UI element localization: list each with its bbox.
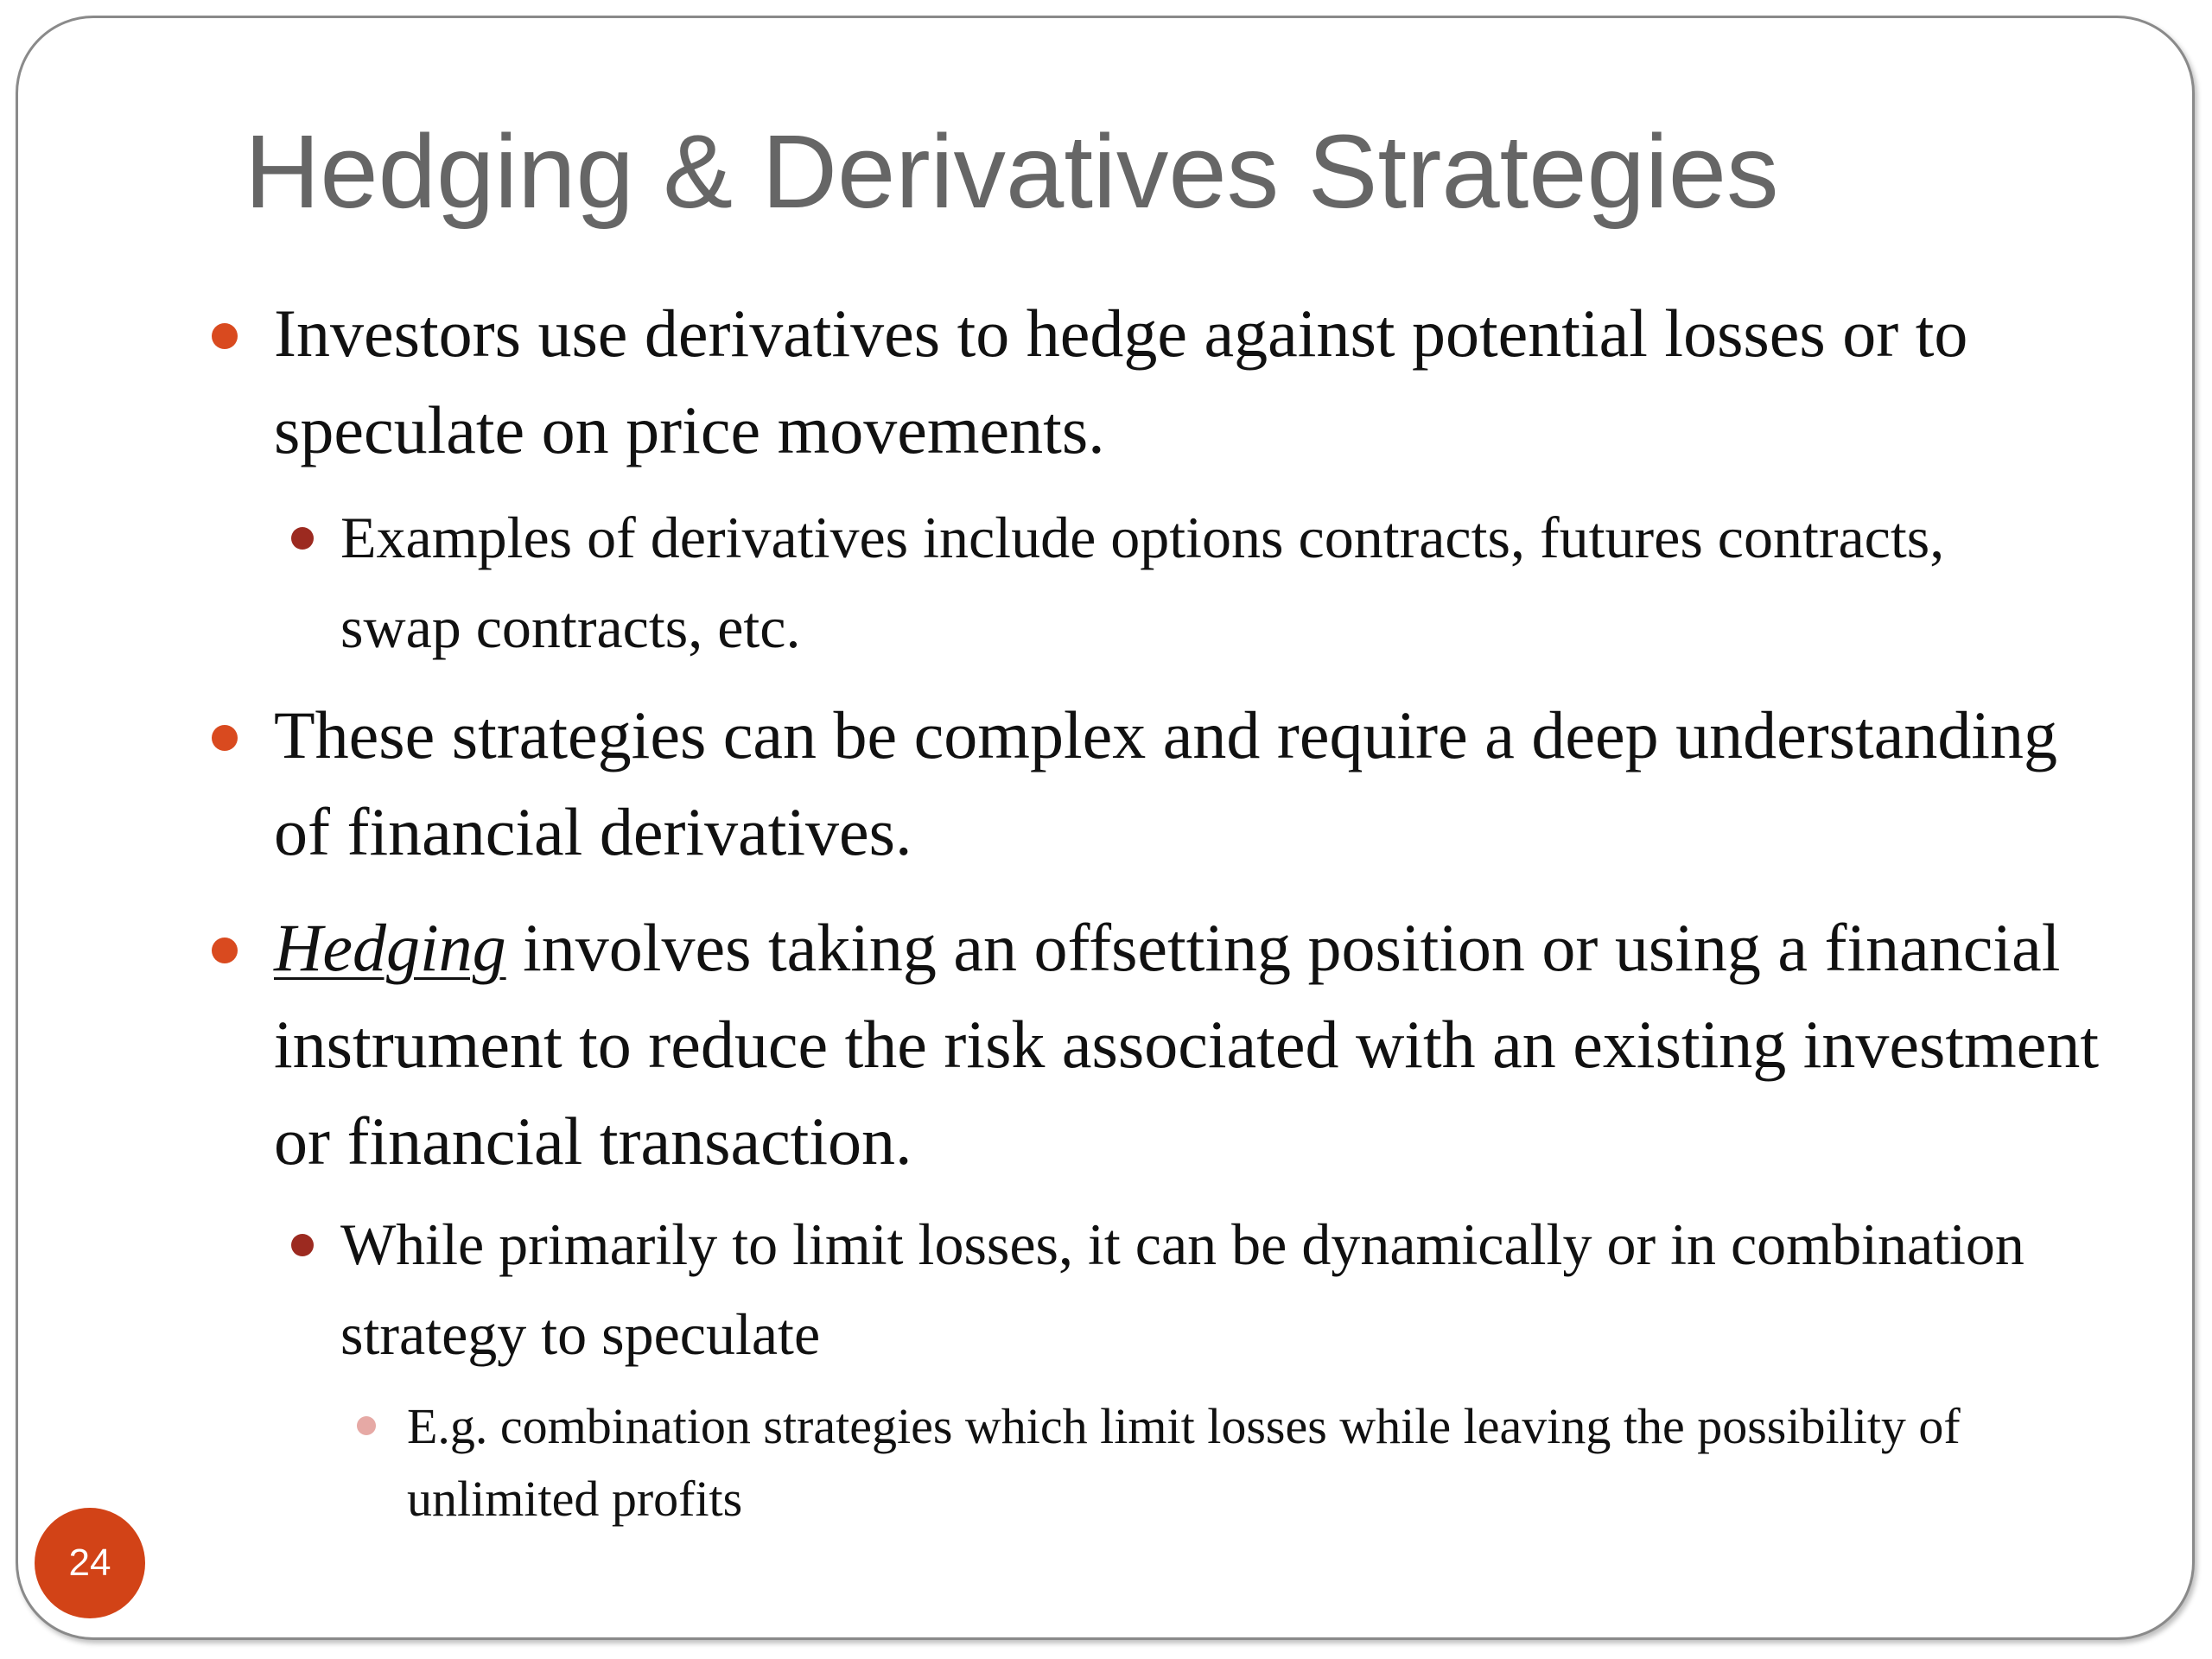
bullet-marker bbox=[212, 725, 238, 751]
bullet-item-level2: While primarily to limit losses, it can be dynamically or in combination strategy to speculate bbox=[340, 1211, 2024, 1367]
bullet-text: involves taking an offsetting position or using a financial instrument to reduce the risk associated with an existing investment or financial transaction. bbox=[274, 910, 2100, 1179]
bullet-item-level1: These strategies can be complex and require a deep understanding of financial derivatives. bbox=[274, 697, 2057, 869]
bullet-marker bbox=[357, 1416, 376, 1435]
bullet-item-level1: Investors use derivatives to hedge against potential losses or to speculate on price movements. bbox=[274, 296, 1968, 467]
bullet-marker bbox=[212, 938, 238, 963]
bullet-item-level1 bbox=[274, 899, 2123, 1190]
slide-title: Hedging & Derivatives Strategies bbox=[245, 112, 1779, 230]
slide-number-badge: 24 bbox=[35, 1508, 145, 1618]
bullet-item-level3: E.g. combination strategies which limit losses while leaving the possibility of unlimited profits bbox=[407, 1398, 1961, 1527]
bullet-item-level2: Examples of derivatives include options contracts, futures contracts, swap contracts, etc. bbox=[340, 505, 1945, 660]
bullet-marker bbox=[291, 1234, 314, 1256]
hedging-term: Hedging bbox=[274, 910, 506, 985]
bullet-marker bbox=[291, 527, 314, 550]
bullet-marker bbox=[212, 323, 238, 349]
